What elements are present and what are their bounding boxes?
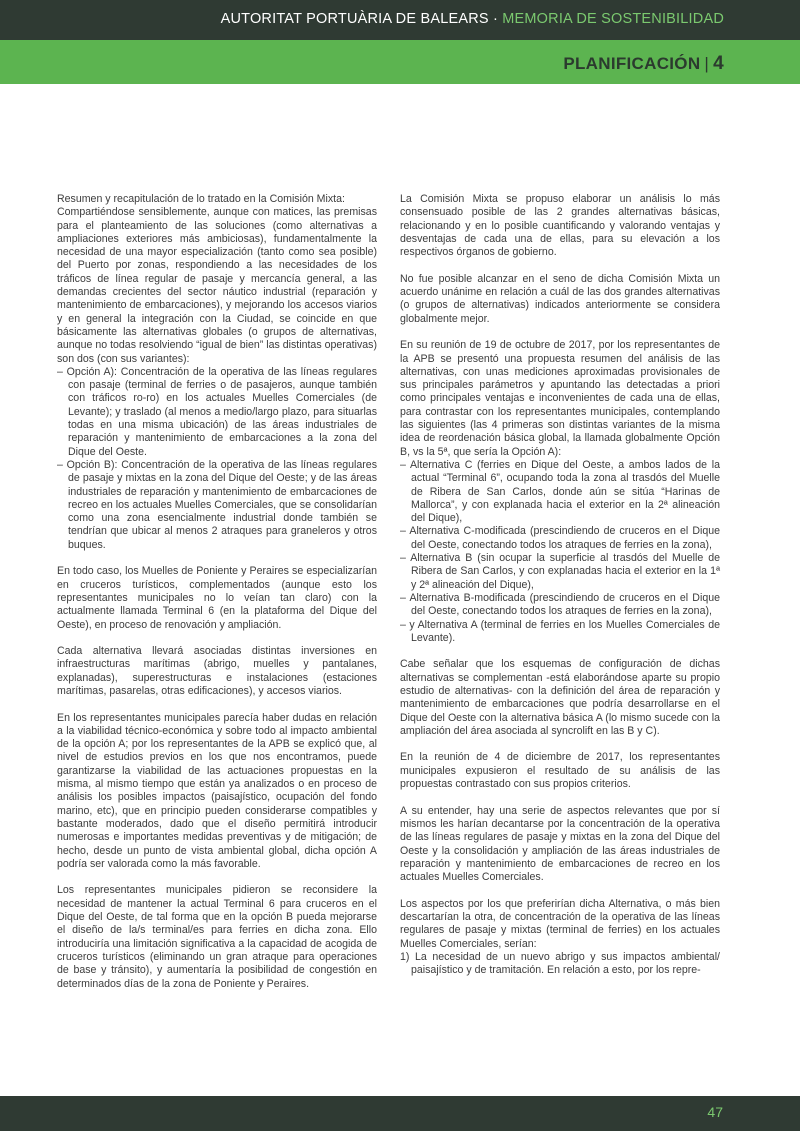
footer-bar — [0, 1096, 800, 1131]
paragraph: Cada alternativa llevará asociadas distintas inversiones en infraestructuras marítimas (abrigo, muelles y pantalanes, explanadas), superestructuras e instalaciones (estaciones marítimas, pasarelas, otras edificaciones), y accesos viarios. — [57, 645, 377, 697]
organization-name: AUTORITAT PORTUÀRIA DE BALEARS — [220, 11, 489, 27]
list-item: – Alternativa C (ferries en Dique del Oeste, a ambos lados de la actual “Terminal 6”, ocupando toda la zona al trasdós del Muelle de Ribera de San Carlos, donde aún se sitúa “Harinas de Mallorca”, y con explanada hacia el exterior en la 2ª alineación del Dique), — [400, 458, 720, 525]
list-item: – Opción B): Concentración de la operativa de las líneas regulares de pasaje y mixtas en la zona del Dique del Oeste; y de las áreas industriales de reparación y mantenimiento de embarcaciones de recreo en los actuales Muelles Comerciales, que se consolidarían como una zona esencialmente industrial donde también se tendrían que ubicar al menos 2 atraques para graneleros y otros buques. — [57, 458, 377, 551]
paragraph: En todo caso, los Muelles de Poniente y Peraires se especializarían en cruceros turísticos, complementados (aunque esto los representantes municipales no lo veían tan claro) con la actualmente llamada Terminal 6 (en la plataforma del Dique del Oeste), en proceso de renovación y ampliación. — [57, 565, 377, 631]
list-item: – Alternativa B-modificada (prescindiendo de cruceros en el Dique del Oeste, conectando todos los atraques de ferries en la zona), — [400, 591, 720, 618]
paragraph: Compartiéndose sensiblemente, aunque con matices, las premisas para el planteamiento de las soluciones (como alternativas a ampliaciones exteriores más ambiciosas), fundamentalmente la necesidad de una mayor especialización (tanto como sea posible) del Puerto por zonas, respondiendo a las necesidades de los tráficos de línea regular de pasaje y mercancía general, a las demandas crecientes del sector náutico industrial (reparación y mantenimiento de embarcaciones), y mejorando los accesos viarios y en general la integración con la Ciudad, se coincide en que básicamente las alternativas globales (o grupos de alternativas, aunque no todas resolviendo “igual de bien” las distintas operativas) son dos (con sus variantes): — [57, 206, 377, 365]
section-heading — [563, 53, 724, 75]
right-column — [400, 193, 720, 991]
list-item: 1) La necesidad de un nuevo abrigo y sus impactos ambiental/ paisajístico y de tramitación. En relación a esto, por los repre- — [400, 950, 720, 977]
paragraph: Los aspectos por los que preferirían dicha Alternativa, o más bien descartarían la otra, de concentración de la operativa de las líneas regulares de pasaje y mixtas (terminal de ferries) en los actuales Muelles Comerciales, serían: — [400, 897, 720, 950]
header-separator: · — [488, 11, 503, 27]
header-title — [221, 11, 724, 27]
list-item: – Alternativa B (sin ocupar la superficie al trasdós del Muelle de Ribera de San Carlos, y con explanadas hacia el exterior en la 1ª y 2ª alineación del Dique), — [400, 552, 720, 591]
paragraph: Resumen y recapitulación de lo tratado en la Comisión Mixta: — [57, 193, 345, 205]
paragraph: A su entender, hay una serie de aspectos relevantes que por sí mismos les harían decantarse por la concentración de la operativa de las líneas regulares de pasaje y mixtas en la zona del Dique del Oeste y la consolidación y ampliación de las áreas industriales de reparación y mantenimiento de embarcaciones de recreo en los actuales Muelles Comerciales. — [400, 804, 720, 884]
paragraph: No fue posible alcanzar en el seno de dicha Comisión Mixta un acuerdo unánime en relación a cuál de las dos grandes alternativas (o grupos de alternativas) indicados anteriormente se considera globalmente mejor. — [400, 272, 720, 325]
alternatives-list — [400, 459, 720, 645]
document-title: MEMORIA DE SOSTENIBILIDAD — [502, 11, 724, 27]
paragraph: En la reunión de 4 de diciembre de 2017, los representantes municipales expusieron el resultado de su análisis de las propuestas contrastado con sus propios criterios. — [400, 751, 720, 791]
page-number: 47 — [707, 1104, 723, 1120]
chapter-number: 4 — [713, 53, 724, 74]
section-name: PLANIFICACIÓN — [563, 54, 701, 73]
list-item: – Alternativa C-modificada (prescindiendo de cruceros en el Dique del Oeste, conectando todos los atraques de ferries en la zona), — [400, 525, 720, 551]
list-item: – Opción A): Concentración de la operativa de las líneas regulares con pasaje (terminal de ferries o de pasajeros, aunque también con tráficos ro-ro) en los actuales Muelles Comerciales (de Levante); y traslado (al menos a medio/largo plazo, para situarlas todas en una misma ubicación) de las áreas industriales de reparación y mantenimiento de embarcaciones a la zona del Dique del Oeste. — [57, 365, 377, 458]
options-list — [57, 366, 377, 552]
paragraph: Cabe señalar que los esquemas de configuración de dichas alternativas se complementan -está elaborándose aparte su propio estudio de alternativas- con la definición del área de reparación y mantenimiento de embarcaciones que podría desarrollarse en el Dique del Oeste con la alternativa básica A (lo mismo sucede con la ampliación del área asociada al syncrolift en las B y C). — [400, 658, 720, 737]
numbered-list — [400, 951, 720, 978]
paragraph: En los representantes municipales parecía haber dudas en relación a la viabilidad técnico-económica y sobre todo al impacto ambiental de la opción A; por los representantes de la APB se explicó que, al nivel de estudios previos en los que nos encontramos, puede garantizarse la viabilidad de las actuaciones propuestas en la misma, al mismo tiempo que están ya analizados o en proceso de análisis los posibles impactos (paisajístico, ocupación del fondo marino, etc), que en principio pueden considerarse compatibles y bastante moderados, dado que el diseño permitirá introducir numerosas e importantes medidas preventivas y de mitigación; de hecho, desde un punto de vista ambiental global, dicha opción A podría ser valorada como la más favorable. — [57, 711, 377, 870]
paragraph: En su reunión de 19 de octubre de 2017, por los representantes de la APB se presentó una propuesta resumen del análisis de las alternativas, con unas mediciones aproximadas provisionales de sus principales parámetros y apuntando las detectadas a priori como principales ventajas e inconvenientes de cada una de ellas, para contrastar con los representantes municipales, contemplando las siguientes (las 4 primeras son distintas variantes de la misma idea de reordenación básica global, la llamada globalmente Opción B, vs la 5ª, que sería la Opción A): — [400, 339, 720, 458]
paragraph: Los representantes municipales pidieron se reconsidere la necesidad de mantener la actual Terminal 6 para cruceros en el Dique del Oeste, de tal forma que en la opción B pueda mejorarse el diseño de la/s terminal/es para ferries en dicha zona. Ello introduciría una limitación significativa a la capacidad de acogida de cruceros turísticos (eliminando un gran atraque para operaciones de base y tránsito), y aumentaría la posibilidad de congestión en determinados días de la zona de Poniente y Peraires. — [57, 884, 377, 990]
list-item: – y Alternativa A (terminal de ferries en los Muelles Comerciales de Levante). — [400, 618, 720, 644]
paragraph: La Comisión Mixta se propuso elaborar un análisis lo más consensuado posible de las 2 grandes alternativas básicas, relacionando y en lo posible cuantificando y valorando ventajas y desventajas de cada una de ellas, para su elevación a los respectivos órganos de gobierno. — [400, 193, 720, 259]
left-column — [57, 193, 377, 1004]
section-divider: | — [704, 54, 710, 73]
